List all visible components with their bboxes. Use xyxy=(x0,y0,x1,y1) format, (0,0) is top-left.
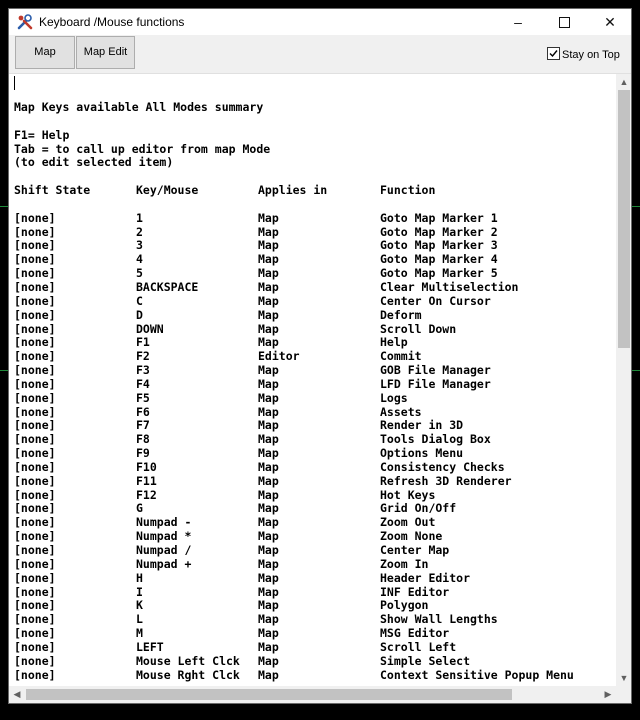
applies-in-cell: Map xyxy=(258,376,279,391)
shift-state-cell: [none] xyxy=(14,529,56,544)
scroll-down-arrow-icon[interactable]: ▼ xyxy=(619,673,629,683)
key-cell: F2 xyxy=(136,349,150,364)
function-cell: Assets xyxy=(380,404,422,419)
key-cell: 2 xyxy=(136,224,143,239)
key-cell: F4 xyxy=(136,376,150,391)
applies-in-cell: Map xyxy=(258,639,279,654)
shift-state-cell: [none] xyxy=(14,584,56,599)
desktop-edge-mark xyxy=(0,206,8,207)
table-row xyxy=(14,210,498,226)
applies-in-cell: Map xyxy=(258,210,279,225)
key-cell: LEFT xyxy=(136,639,164,654)
table-row xyxy=(14,543,450,558)
key-cell: DOWN xyxy=(136,321,164,336)
applies-in-cell: Map xyxy=(258,363,279,378)
key-cell: F12 xyxy=(136,487,157,502)
shift-state-cell: [none] xyxy=(14,279,56,294)
shift-state-cell: [none] xyxy=(14,376,56,391)
column-header-key-mouse: Key/Mouse xyxy=(136,183,199,198)
applies-in-cell: Map xyxy=(258,570,279,585)
shift-state-cell: [none] xyxy=(14,473,56,488)
function-cell: Zoom None xyxy=(380,529,443,544)
key-cell: F11 xyxy=(136,473,157,488)
table-row xyxy=(14,598,429,613)
table-row xyxy=(14,418,464,433)
shift-state-cell: [none] xyxy=(14,224,56,239)
table-row xyxy=(14,307,422,323)
keyboard-mouse-functions-window xyxy=(8,8,632,704)
applies-in-cell: Map xyxy=(258,404,279,419)
shift-state-cell: [none] xyxy=(14,363,56,378)
key-cell: M xyxy=(136,626,143,641)
title-bar[interactable] xyxy=(9,9,631,35)
applies-in-cell: Map xyxy=(258,432,279,447)
applies-in-cell: Map xyxy=(258,515,279,530)
table-row xyxy=(14,473,512,489)
toolbar xyxy=(9,35,631,74)
table-row xyxy=(14,293,491,309)
stay-on-top-checkbox[interactable] xyxy=(547,47,560,60)
desktop-edge-mark xyxy=(632,206,640,207)
column-header-shift-state: Shift State xyxy=(14,183,91,198)
key-cell: C xyxy=(136,293,143,308)
shift-state-cell: [none] xyxy=(14,349,56,364)
shift-state-cell: [none] xyxy=(14,307,56,322)
horizontal-scroll-thumb[interactable] xyxy=(26,689,512,700)
scroll-left-arrow-icon[interactable]: ◀ xyxy=(13,689,21,699)
shift-state-cell: [none] xyxy=(14,266,56,281)
map-edit-button[interactable]: Map Edit xyxy=(76,36,135,69)
key-cell: F10 xyxy=(136,459,157,474)
key-cell: 1 xyxy=(136,210,143,225)
applies-in-cell: Map xyxy=(258,279,279,294)
table-row xyxy=(14,363,491,378)
maximize-icon xyxy=(559,17,570,28)
shift-state-cell: [none] xyxy=(14,543,56,557)
applies-in-cell: Map xyxy=(258,459,279,474)
applies-in-cell: Map xyxy=(258,446,279,461)
key-cell: F5 xyxy=(136,390,150,405)
function-cell: GOB File Manager xyxy=(380,363,491,378)
key-cell: G xyxy=(136,501,143,516)
applies-in-cell: Map xyxy=(258,473,279,488)
table-row xyxy=(14,487,436,503)
table-row xyxy=(14,321,457,337)
window-title: Keyboard /Mouse functions xyxy=(39,15,185,29)
scrollbar-corner xyxy=(616,686,632,703)
table-row xyxy=(14,404,422,420)
key-cell: Mouse Rght Clck xyxy=(136,667,240,682)
applies-in-cell: Map xyxy=(258,667,279,682)
shift-state-cell: [none] xyxy=(14,238,56,253)
functions-text xyxy=(14,100,574,682)
table-row xyxy=(14,570,471,586)
stay-on-top-label: Stay on Top xyxy=(562,49,620,61)
scroll-up-arrow-icon[interactable]: ▲ xyxy=(619,77,629,87)
function-cell: Zoom In xyxy=(380,556,429,571)
applies-in-cell: Map xyxy=(258,293,279,308)
key-cell: I xyxy=(136,584,143,599)
applies-in-cell: Map xyxy=(258,418,279,433)
shift-state-cell: [none] xyxy=(14,487,56,502)
table-row xyxy=(14,612,498,627)
applies-in-cell: Map xyxy=(258,321,279,336)
function-cell: Center Map xyxy=(380,543,450,557)
function-cell: Goto Map Marker 1 xyxy=(380,210,498,225)
function-cell: Options Menu xyxy=(380,446,464,461)
applies-in-cell: Map xyxy=(258,252,279,267)
applies-in-cell: Map xyxy=(258,556,279,571)
shift-state-cell: [none] xyxy=(14,432,56,447)
table-row xyxy=(14,584,450,600)
table-row xyxy=(14,501,457,516)
function-cell: Goto Map Marker 3 xyxy=(380,238,498,253)
shift-state-cell: [none] xyxy=(14,404,56,419)
function-cell: Tools Dialog Box xyxy=(380,432,491,447)
key-cell: Numpad - xyxy=(136,515,192,530)
key-cell: 4 xyxy=(136,252,143,267)
close-button[interactable]: ✕ xyxy=(604,14,616,30)
table-row xyxy=(14,639,457,655)
function-cell: Scroll Left xyxy=(380,639,457,654)
function-cell: LFD File Manager xyxy=(380,376,491,391)
applies-in-cell: Map xyxy=(258,390,279,405)
stay-on-top-toggle[interactable] xyxy=(547,47,620,61)
function-cell: Logs xyxy=(380,390,408,405)
function-cell: Goto Map Marker 5 xyxy=(380,266,498,281)
shift-state-cell: [none] xyxy=(14,598,56,613)
desktop-edge-mark xyxy=(0,370,8,371)
functions-text-area[interactable] xyxy=(9,74,616,686)
function-cell: Consistency Checks xyxy=(380,459,505,474)
applies-in-cell: Map xyxy=(258,307,279,322)
applies-in-cell: Map xyxy=(258,501,279,516)
applies-in-cell: Map xyxy=(258,335,279,350)
column-headers xyxy=(14,183,436,198)
applies-in-cell: Map xyxy=(258,266,279,281)
key-cell: K xyxy=(136,598,143,613)
table-row xyxy=(14,556,429,572)
applies-in-cell: Map xyxy=(258,224,279,239)
key-cell: L xyxy=(136,612,143,627)
function-cell: Simple Select xyxy=(380,653,471,668)
shift-state-cell: [none] xyxy=(14,390,56,405)
applies-in-cell: Map xyxy=(258,238,279,253)
column-header-applies-in: Applies in xyxy=(258,183,328,198)
function-cell: Commit xyxy=(380,349,422,364)
key-cell: 5 xyxy=(136,266,143,281)
help-line: F1= Help xyxy=(14,127,70,142)
key-cell: F8 xyxy=(136,432,150,447)
shift-state-cell: [none] xyxy=(14,321,56,336)
shift-state-cell: [none] xyxy=(14,556,56,571)
function-cell: Clear Multiselection xyxy=(380,279,519,294)
key-cell: BACKSPACE xyxy=(136,279,199,294)
function-cell: Grid On/Off xyxy=(380,501,457,516)
shift-state-cell: [none] xyxy=(14,667,56,682)
table-row xyxy=(14,667,574,683)
shift-state-cell: [none] xyxy=(14,653,56,668)
key-cell: F3 xyxy=(136,363,150,378)
shift-state-cell: [none] xyxy=(14,515,56,530)
applies-in-cell: Map xyxy=(258,612,279,627)
table-row xyxy=(14,529,443,544)
table-row xyxy=(14,515,436,530)
applies-in-cell: Map xyxy=(258,653,279,668)
applies-in-cell: Editor xyxy=(258,349,300,364)
function-cell: Deform xyxy=(380,307,422,322)
applies-in-cell: Map xyxy=(258,584,279,599)
horizontal-scrollbar[interactable] xyxy=(9,686,616,703)
help-line: Tab = to call up editor from map Mode xyxy=(14,141,271,156)
table-row xyxy=(14,390,408,406)
minimize-button[interactable]: – xyxy=(514,14,522,30)
table-row xyxy=(14,349,422,364)
applies-in-cell: Map xyxy=(258,529,279,544)
table-row xyxy=(14,252,498,267)
applies-in-cell: Map xyxy=(258,543,279,557)
vertical-scrollbar[interactable] xyxy=(616,74,632,686)
function-cell: Refresh 3D Renderer xyxy=(380,473,512,488)
shift-state-cell: [none] xyxy=(14,570,56,585)
table-row xyxy=(14,446,464,461)
wrench-tools-icon xyxy=(17,14,33,30)
applies-in-cell: Map xyxy=(258,626,279,641)
key-function-list xyxy=(14,210,574,683)
key-cell: Mouse Left Clck xyxy=(136,653,240,668)
key-cell: F9 xyxy=(136,446,150,461)
function-cell: Goto Map Marker 4 xyxy=(380,252,498,267)
shift-state-cell: [none] xyxy=(14,459,56,474)
function-cell: Zoom Out xyxy=(380,515,436,530)
table-row xyxy=(14,432,491,447)
function-cell: Goto Map Marker 2 xyxy=(380,224,498,239)
function-cell: MSG Editor xyxy=(380,626,450,641)
function-cell: Hot Keys xyxy=(380,487,436,502)
shift-state-cell: [none] xyxy=(14,446,56,461)
maximize-button[interactable] xyxy=(541,9,587,35)
shift-state-cell: [none] xyxy=(14,210,56,225)
key-cell: F7 xyxy=(136,418,150,433)
key-cell: Numpad + xyxy=(136,556,192,571)
shift-state-cell: [none] xyxy=(14,626,56,641)
function-cell: Center On Cursor xyxy=(380,293,491,308)
table-row xyxy=(14,459,505,475)
table-row xyxy=(14,376,491,392)
map-button[interactable]: Map xyxy=(15,36,75,69)
desktop-edge-mark xyxy=(632,370,640,371)
function-cell: Show Wall Lengths xyxy=(380,612,498,627)
summary-heading: Map Keys available All Modes summary xyxy=(14,100,264,114)
vertical-scroll-thumb[interactable] xyxy=(618,90,630,348)
key-cell: 3 xyxy=(136,238,143,253)
key-cell: Numpad * xyxy=(136,529,192,544)
function-cell: Help xyxy=(380,335,408,350)
applies-in-cell: Map xyxy=(258,487,279,502)
table-row xyxy=(14,238,498,253)
key-cell: D xyxy=(136,307,143,322)
function-cell: Header Editor xyxy=(380,570,471,585)
shift-state-cell: [none] xyxy=(14,612,56,627)
function-cell: Context Sensitive Popup Menu xyxy=(380,667,574,682)
shift-state-cell: [none] xyxy=(14,418,56,433)
table-row xyxy=(14,279,519,295)
key-cell: F6 xyxy=(136,404,150,419)
shift-state-cell: [none] xyxy=(14,293,56,308)
shift-state-cell: [none] xyxy=(14,501,56,516)
key-cell: Numpad / xyxy=(136,543,192,557)
applies-in-cell: Map xyxy=(258,598,279,613)
shift-state-cell: [none] xyxy=(14,639,56,654)
shift-state-cell: [none] xyxy=(14,252,56,267)
text-caret xyxy=(14,76,15,90)
function-cell: Render in 3D xyxy=(380,418,464,433)
key-cell: F1 xyxy=(136,335,150,350)
scroll-right-arrow-icon[interactable]: ▶ xyxy=(604,689,612,699)
column-header-function: Function xyxy=(380,183,436,198)
shift-state-cell: [none] xyxy=(14,335,56,350)
table-row xyxy=(14,653,471,669)
key-cell: H xyxy=(136,570,143,585)
table-row xyxy=(14,224,498,240)
table-row xyxy=(14,266,498,281)
table-row xyxy=(14,335,408,350)
table-row xyxy=(14,626,450,641)
function-cell: Scroll Down xyxy=(380,321,457,336)
function-cell: INF Editor xyxy=(380,584,450,599)
function-cell: Polygon xyxy=(380,598,429,613)
help-line: (to edit selected item) xyxy=(14,155,174,170)
